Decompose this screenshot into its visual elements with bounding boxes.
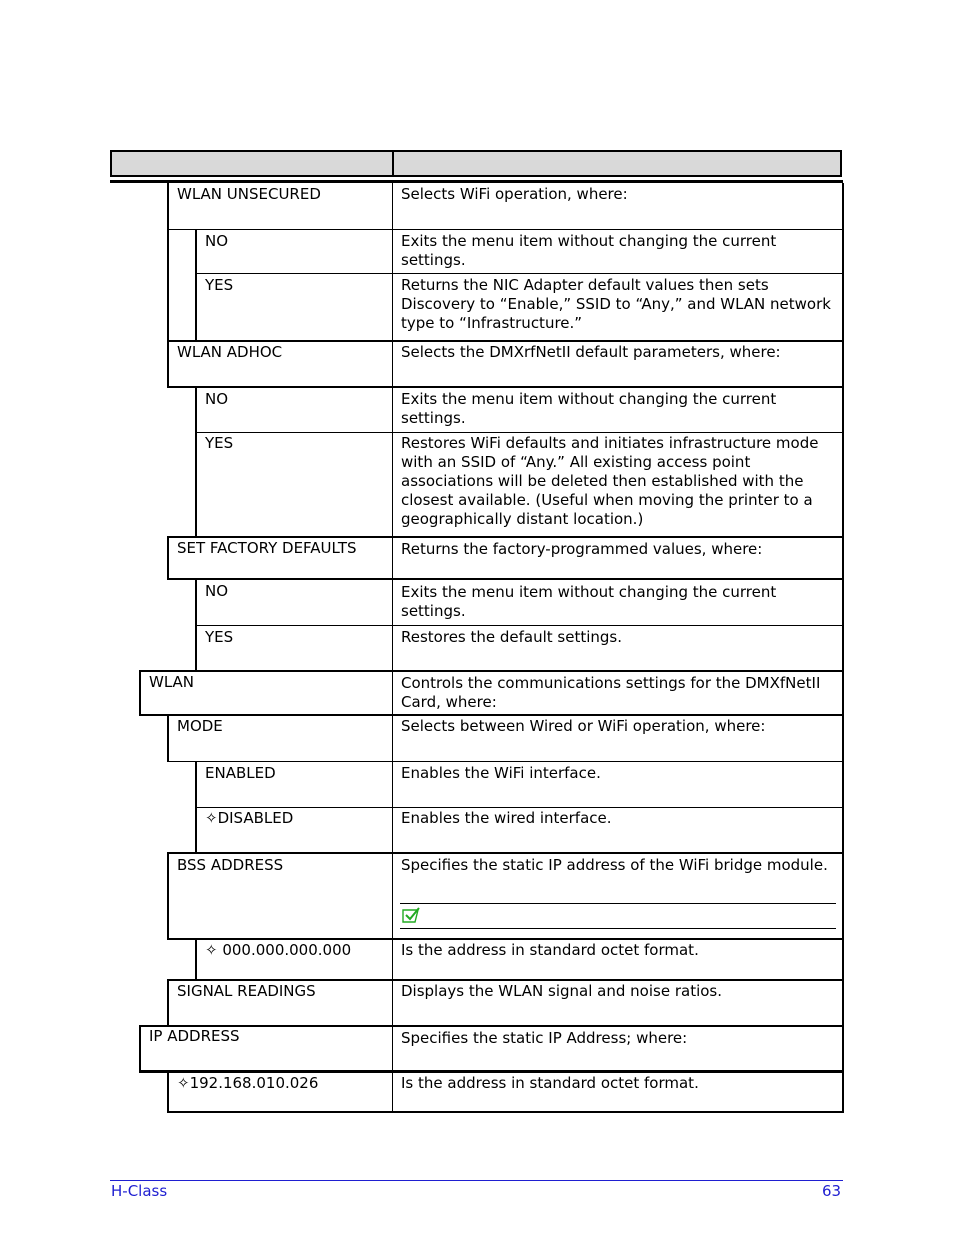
menu-item-label: WLAN ADHOC [177,343,283,361]
row-separator [167,852,844,854]
row-separator [139,1070,844,1073]
level0-indent-line [139,671,141,715]
row-separator [139,1025,844,1027]
row-separator [167,386,844,388]
footer-product-name: H-Class [111,1182,168,1200]
menu-option-label: ✧192.168.010.026 [177,1074,319,1092]
row-separator [139,670,844,672]
table-header-underline [110,180,843,183]
menu-option-label: ✧ 000.000.000.000 [205,941,352,959]
description-text: Controls the communications settings for the DMXfNetII Card, where: [401,674,821,711]
menu-item-label: BSS ADDRESS [177,856,284,874]
description-text: Specifies the static IP address of the WiFi bridge module. [401,856,828,874]
row-separator [167,229,844,230]
description-text: Is the address in standard octet format. [401,1074,699,1092]
table-bottom-border [167,1111,844,1113]
row-separator [195,273,844,274]
level2-indent-line [195,940,197,980]
menu-item-label: SET FACTORY DEFAULTS [177,539,357,557]
menu-option-label: YES [205,276,234,294]
footer-rule [110,1180,843,1181]
menu-option-label: NO [205,232,229,250]
description-text: Returns the factory-programmed values, where: [401,540,763,558]
menu-item-label: WLAN UNSECURED [177,185,321,203]
level1-indent-line [167,341,169,388]
level1-indent-line [167,1072,169,1113]
level2-indent-line [195,388,197,537]
row-separator [195,432,844,433]
row-separator [167,938,844,940]
level1-indent-line [167,853,169,940]
level0-indent-line [139,1026,141,1072]
menu-item-label: SIGNAL READINGS [177,982,316,1000]
table-right-border [842,183,844,1113]
menu-item-label: MODE [177,717,223,735]
level1-indent-line [167,537,169,579]
description-text: Restores the default settings. [401,628,623,646]
description-text: Is the address in standard octet format. [401,941,699,959]
row-separator [139,714,844,716]
menu-option-label: YES [205,628,234,646]
menu-option-label: ENABLED [205,764,276,782]
table-header-divider [392,150,394,177]
description-text: Displays the WLAN signal and noise ratios. [401,982,722,1000]
description-text: Exits the menu item without changing the current settings. [401,232,777,269]
menu-option-label: NO [205,390,229,408]
level2-indent-line [195,229,197,341]
row-separator [167,761,844,762]
row-separator [167,979,844,981]
level1-indent-line [167,980,169,1026]
note-top-rule [400,903,836,904]
menu-option-label: YES [205,434,234,452]
menu-group-label: IP ADDRESS [149,1027,240,1045]
row-separator [167,578,844,580]
row-separator [167,536,844,538]
description-text: Enables the WiFi interface. [401,764,601,782]
level1-indent-line [167,715,169,762]
description-text: Selects the DMXrfNetII default parameters, where: [401,343,781,361]
menu-option-label: NO [205,582,229,600]
row-separator [167,340,844,342]
description-text: Specifies the static IP Address; where: [401,1029,688,1047]
page-number: 63 [822,1182,842,1200]
description-text: Restores WiFi defaults and initiates infrastructure mode with an SSID of “Any.” All existing access point associations will be deleted then established with the closest available. (Useful when moving the printer to a geographically distant location.) [401,434,819,528]
note-bottom-rule [400,928,836,929]
table-header [110,150,842,177]
description-text: Enables the wired interface. [401,809,612,827]
row-separator [195,807,844,808]
checkmark-note-icon [402,907,420,923]
description-text: Exits the menu item without changing the current settings. [401,390,777,427]
column-divider [392,183,393,1113]
menu-option-label: ✧DISABLED [205,809,294,827]
description-text: Selects WiFi operation, where: [401,185,628,203]
description-text: Exits the menu item without changing the current settings. [401,583,777,620]
row-separator [195,625,844,626]
menu-group-label: WLAN [149,673,195,691]
description-text: Returns the NIC Adapter default values then sets Discovery to “Enable,” SSID to “Any,” and WLAN network type to “Infrastructure.” [401,276,831,332]
description-text: Selects between Wired or WiFi operation, where: [401,717,766,735]
